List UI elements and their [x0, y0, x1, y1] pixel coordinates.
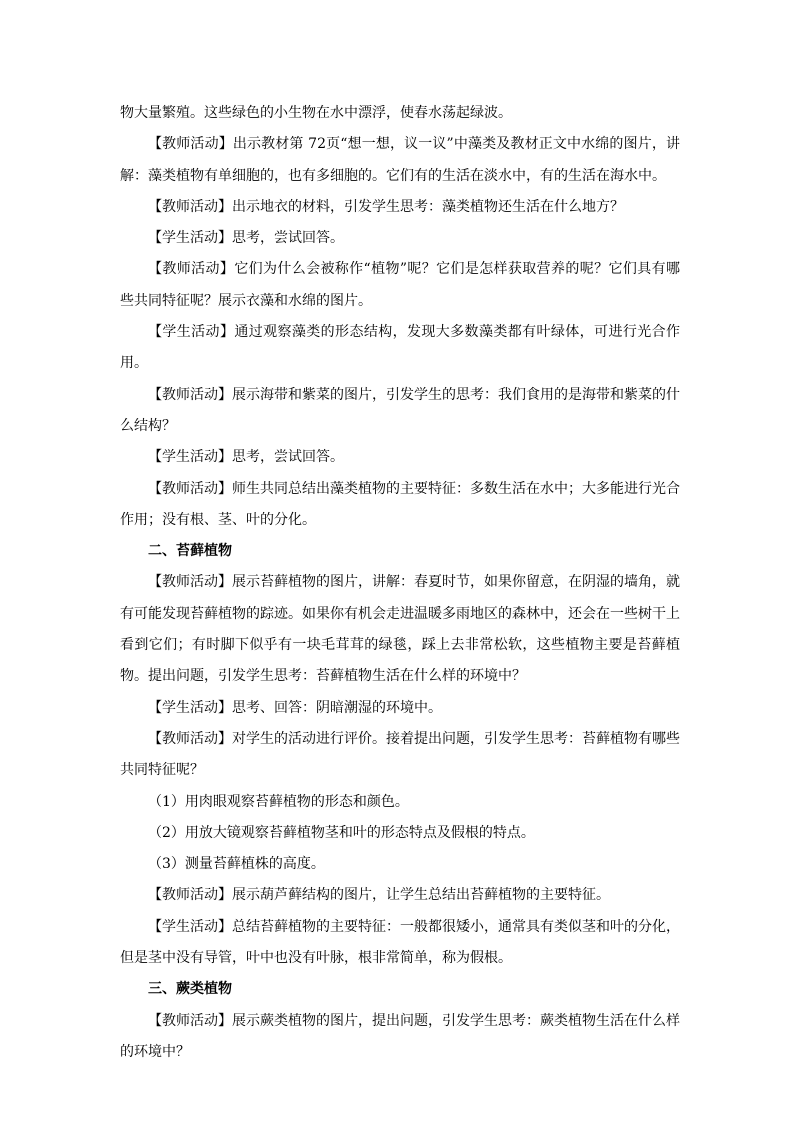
- paragraph-teacher-activity: 【教师活动】展示葫芦藓结构的图片，让学生总结出苔藓植物的主要特征。: [148, 887, 610, 904]
- paragraph-teacher-activity: 【教师活动】展示海带和紫菜的图片，引发学生的思考：我们食用的是海带和紫菜的什么结构？: [120, 386, 680, 434]
- paragraph-student-activity: 【学生活动】思考，尝试回答。: [148, 449, 344, 466]
- paragraph-teacher-activity: 【教师活动】师生共同总结出藻类植物的主要特征：多数生活在水中；大多能进行光合作用；没有根、茎、叶的分化。: [120, 480, 680, 528]
- list-item: （1）用肉眼观察苔藓植物的形态和颜色。: [148, 793, 409, 810]
- paragraph-student-activity: 【学生活动】总结苔藓植物的主要特征：一般都很矮小，通常具有类似茎和叶的分化，但是茎中没有导管，叶中也没有叶脉，根非常简单，称为假根。: [120, 918, 680, 967]
- paragraph-continuation: 物大量繁殖。这些绿色的小生物在水中漂浮，使春水荡起绿波。: [120, 105, 512, 121]
- paragraph-student-activity: 【学生活动】思考，尝试回答。: [148, 230, 344, 247]
- list-item: （3）测量苔藓植株的高度。: [148, 856, 325, 873]
- paragraph-teacher-activity: 【教师活动】对学生的活动进行评价。接着提出问题，引发学生思考：苔藓植物有哪些共同特征呢？: [120, 730, 680, 779]
- paragraph-teacher-activity: 【教师活动】展示蕨类植物的图片，提出问题，引发学生思考：蕨类植物生活在什么样的环境中？: [120, 1012, 680, 1060]
- section-heading: 三、蕨类植物: [148, 981, 232, 998]
- section-heading: 二、苔藓植物: [148, 543, 232, 560]
- paragraph-student-activity: 【学生活动】通过观察藻类的形态结构，发现大多数藻类都有叶绿体，可进行光合作用。: [120, 324, 680, 372]
- paragraph-teacher-activity: 【教师活动】展示苔藓植物的图片，讲解：春夏时节，如果你留意，在阴湿的墙角，就有可能发现苔藓植物的踪迹。如果你有机会走进温暖多雨地区的森林中，还会在一些树干上看到它们；有时脚下似乎有一块毛茸茸的绿毯，踩上去非常松软，这些植物主要是苔藓植物。提出问题，引发学生思考：苔藓植物生活在什么样的环境中？: [120, 574, 680, 685]
- paragraph-teacher-activity: 【教师活动】出示地衣的材料，引发学生思考：藻类植物还生活在什么地方？: [148, 198, 624, 215]
- paragraph-student-activity: 【学生活动】思考、回答：阴暗潮湿的环境中。: [148, 699, 442, 716]
- paragraph-teacher-activity: 【教师活动】它们为什么会被称作“植物”呢？它们是怎样获取营养的呢？它们具有哪些共同特征呢？展示衣藻和水绵的图片。: [120, 261, 680, 309]
- document-body: [120, 98, 680, 1068]
- list-item: （2）用放大镜观察苔藓植物茎和叶的形态特点及假根的特点。: [148, 824, 535, 841]
- paragraph-teacher-activity: 【教师活动】出示教材第 72页“想一想，议一议”中藻类及教材正文中水绵的图片，讲解：藻类植物有单细胞的，也有多细胞的。它们有的生活在淡水中，有的生活在海水中。: [120, 136, 680, 184]
